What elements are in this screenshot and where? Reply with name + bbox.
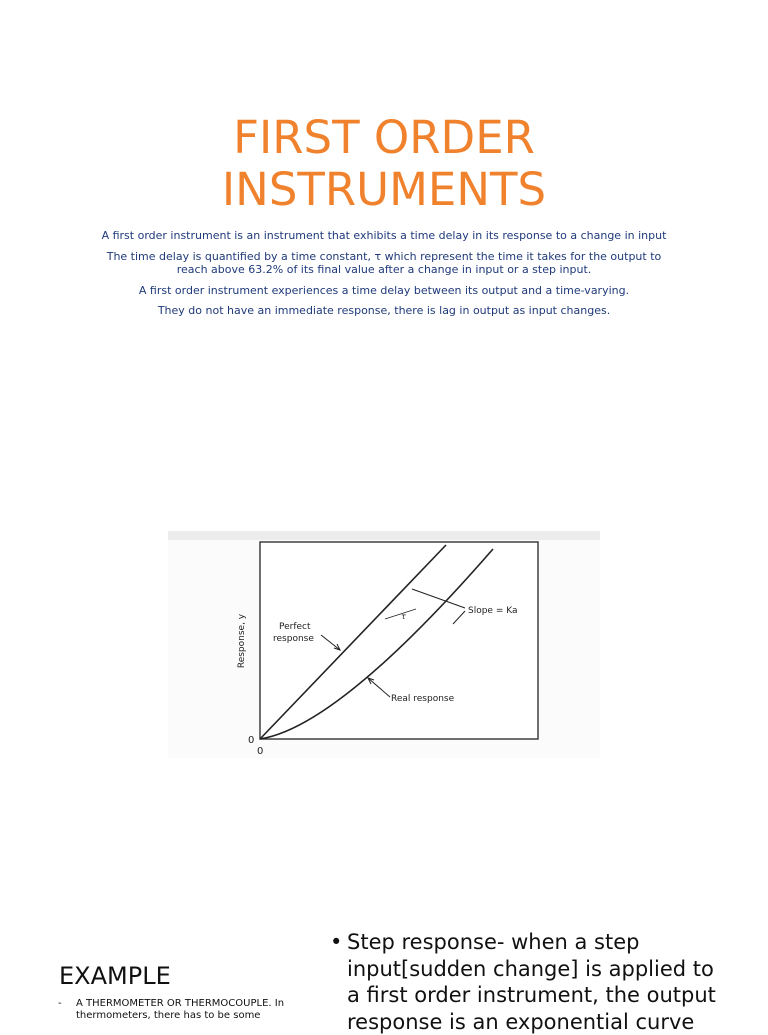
intro-text [90,229,678,325]
intro-paragraph-3: A first order instrument experiences a time delay between its output and a time-varying. [138,283,630,297]
tau-label: τ [401,612,406,621]
response-figure [168,531,600,758]
slope-label: Slope = Ka [468,606,518,616]
bullet-marker: • [330,930,343,954]
example-list [58,998,308,1022]
title-line-1: FIRST ORDER [233,111,535,164]
list-item [58,998,308,1022]
y-axis-label: Response, y [237,613,247,669]
example-heading: EXAMPLE [59,962,171,990]
intro-paragraph-2: The time delay is quantified by a time constant, τ which represent the time it takes for the output to reach above 63.2% of its final value after a change in input or a step input. [106,249,662,276]
step-response-text: Step response- when a step input[sudden change] is applied to a first order instrument, the output response is an exponential curve [347,930,716,1034]
figure-top-strip [168,531,600,540]
intro-paragraph-1: A first order instrument is an instrument that exhibits a time delay in its response to a change in input [101,229,667,242]
perfect-label-line-2: response [273,634,314,644]
list-dash: - [58,998,62,1009]
origin-y-label: 0 [248,735,255,746]
perfect-label-line-1: Perfect [279,622,311,632]
real-response-label: Real response [391,694,455,704]
response-diagram [168,531,600,758]
example-item-text: A THERMOMETER OR THERMOCOUPLE. In thermometers, there has to be some [76,998,285,1021]
title-line-2: INSTRUMENTS [221,163,547,216]
step-response-bullet [330,929,730,1035]
intro-paragraph-4: They do not have an immediate response, there is lag in output as input changes. [157,304,611,317]
origin-x-label: 0 [257,746,264,757]
slide-title [0,112,768,216]
